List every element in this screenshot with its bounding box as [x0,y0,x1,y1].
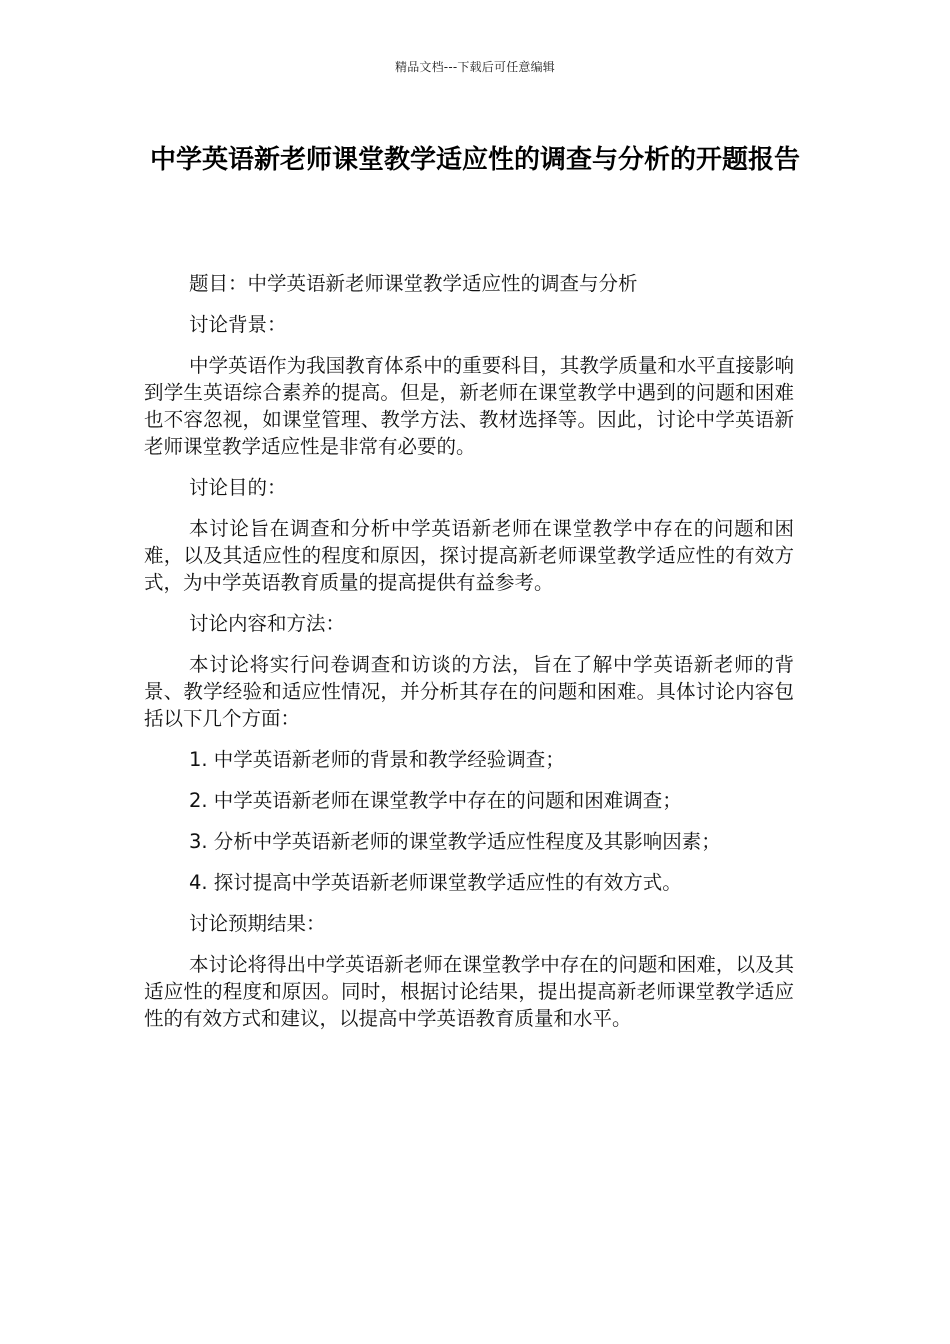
topic-line: 题目：中学英语新老师课堂教学适应性的调查与分析 [189,272,638,295]
header-note: 精品文档---下载后可任意编辑 [395,60,555,74]
results-heading: 讨论预期结果： [189,912,326,935]
method-list-item: 3. 分析中学英语新老师的课堂教学适应性程度及其影响因素； [189,830,721,853]
background-paragraph: 中学英语作为我国教育体系中的重要科目，其教学质量和水平直接影响到学生英语综合素养的提高。但是，新老师在课堂教学中遇到的问题和困难也不容忽视，如课堂管理、教学方法、教材选择等。因此，讨论中学英语新老师课堂教学适应性是非常有必要的。 [144,354,794,458]
method-list-item: 4. 探讨提高中学英语新老师课堂教学适应性的有效方式。 [189,871,682,894]
method-heading: 讨论内容和方法： [189,612,346,635]
document-body [144,270,794,1046]
purpose-paragraph: 本讨论旨在调查和分析中学英语新老师在课堂教学中存在的问题和困难，以及其适应性的程度和原因，探讨提高新老师课堂教学适应性的有效方式，为中学英语教育质量的提高提供有益参考。 [144,517,794,594]
method-list-item: 2. 中学英语新老师在课堂教学中存在的问题和困难调查； [189,789,682,812]
method-paragraph: 本讨论将实行问卷调查和访谈的方法，旨在了解中学英语新老师的背景、教学经验和适应性情况，并分析其存在的问题和困难。具体讨论内容包括以下几个方面： [144,653,794,730]
document-title: 中学英语新老师课堂教学适应性的调查与分析的开题报告 [149,145,800,175]
method-list-item: 1. 中学英语新老师的背景和教学经验调查； [189,748,565,771]
background-heading: 讨论背景： [189,313,287,336]
purpose-heading: 讨论目的： [189,476,287,499]
results-paragraph: 本讨论将得出中学英语新老师在课堂教学中存在的问题和困难，以及其适应性的程度和原因。同时，根据讨论结果，提出提高新老师课堂教学适应性的有效方式和建议，以提高中学英语教育质量和水平。 [144,953,794,1030]
